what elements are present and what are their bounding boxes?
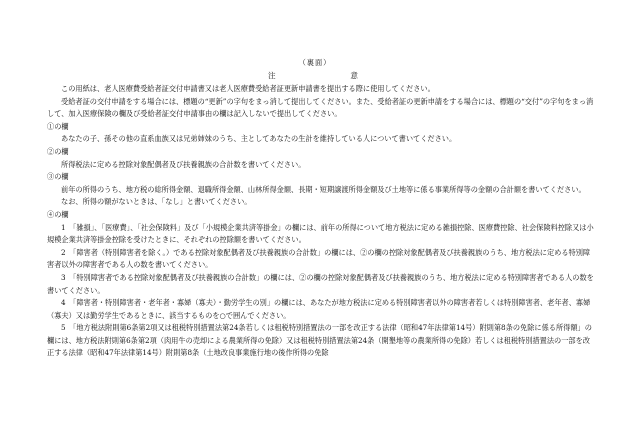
section-1-text: あなたの子、孫その他の直系血族又は兄弟姉妹のうち、主としてあなたの生計を維持している人について書いてください。 (61, 134, 457, 144)
intro-paragraph: この用紙は、老人医療費受給者証交付申請書又は老人医療費受給者証更新申請書を提出する際に使用してください。 (61, 84, 435, 93)
notes-title (268, 70, 358, 83)
section-4-item-3: 3 「特別障害者である控除対象配偶者及び扶養親族の合計数」の欄には、②の欄の控除対象配偶者及び扶養親族のうち、地方税法に定める特別障害者である人の数を書いてください。 (47, 272, 594, 295)
section-4-item-1: 1 「雑損」、「医療費」、「社会保険料」及び「小規模企業共済等掛金」の欄には、前年の所得について地方税法に定める雑損控除、医療費控除、社会保険料控除又は小規模企業共済等掛金控除を受けたときに、それぞれの控除額を書いてください。 (47, 222, 594, 245)
section-heading-3: ③の欄 (47, 172, 69, 182)
title-char-right: 意 (350, 71, 358, 80)
notes-body (47, 83, 595, 360)
section-heading-4: ④の欄 (47, 209, 69, 219)
page-side-label: （裏面） (298, 58, 332, 67)
title-char-left: 注 (268, 71, 276, 80)
section-3-note: なお、所得の額がないときは、「なし」と書いてください。 (61, 197, 252, 207)
section-heading-2: ②の欄 (47, 146, 69, 156)
section-heading-1: ①の欄 (47, 121, 69, 131)
intro-paragraph-renewal: 受給者証の交付申請をする場合には、標題の“更新”の字句をまっ消して提出してください。また、受給者証の更新申請をする場合には、標題の“交付”の字句をまっ消して、加入医療保険の欄及び受給者証交付申請事由の欄は記入しないで提出してください。 (47, 96, 594, 119)
section-4-item-4: 4 「障害者・特別障害者・老年者・寡婦（寡夫）・勤労学生の別」の欄には、あなたが地方税法に定める特別障害者以外の障害者若しくは特別障害者、老年者、寡婦（寡夫）又は勤労学生であるときに、該当するものを○で囲んでください。 (47, 298, 591, 320)
section-4-item-2: 2 「障害者（特別障害者を除く。）である控除対象配偶者及び扶養親族の合計数」の欄には、②の欄の控除対象配偶者及び扶養親族のうち、地方税法に定める特別障害者以外の障害者である人の数を書いてください。 (47, 247, 591, 270)
section-3-text: 前年の所得のうち、地方税の総所得金額、退職所得金額、山林所得金額、長期・短期譲渡所得金額及び土地等に係る事業所得等の金額の合計額を書いてください。 (61, 184, 586, 194)
section-2-text: 所得税法に定める控除対象配偶者及び扶養親族の合計数を書いてください。 (61, 159, 306, 169)
section-4-item-5: 5 「地方税法附則第6条第2項又は租税特別措置法第24条若しくは租税特別措置法の一部を改正する法律（昭和47年法律第14号）附則第8条の免除に係る所得額」の欄には、地方税法附則第6条第2項（肉用牛の売却による農業所得の免除）又は租税特別措置法第24条（開墾地等の農業所得の免除）若しくは租税特別措置法の一部を改正する法律（昭和47年法律第14号）附則第8条（土地改良事業施行地の後作所得の免除 (47, 323, 592, 358)
